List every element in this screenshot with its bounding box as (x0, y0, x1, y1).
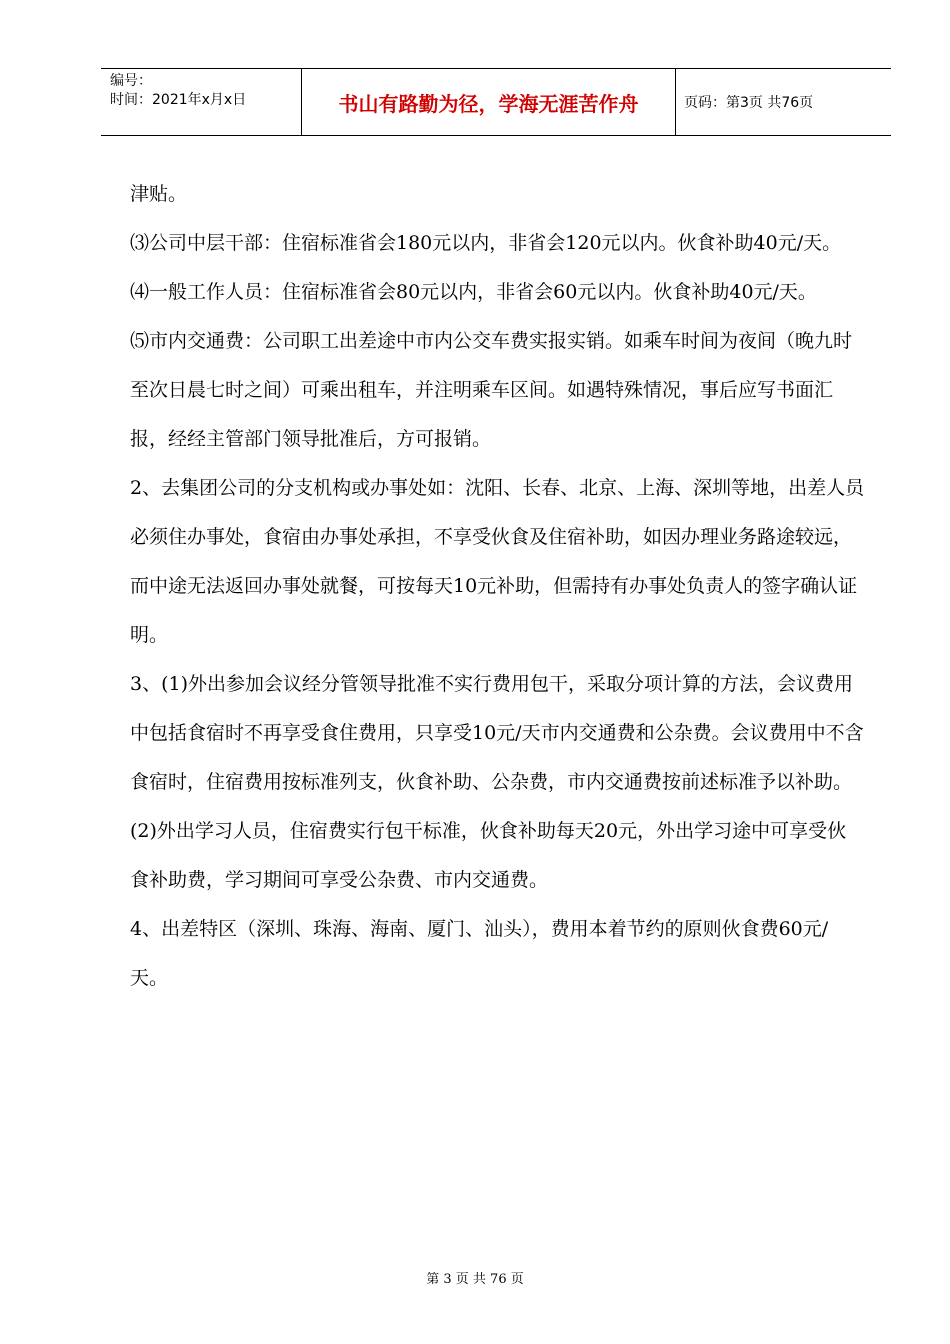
paragraph-8: 4、出差特区（深圳、珠海、海南、厦门、汕头），费用本着节约的原则伙食费60元/天。 (130, 918, 829, 989)
paragraph-2: ⑶公司中层干部：住宿标准省会180元以内，非省会120元以内。伙食补助40元/天。 (130, 232, 842, 254)
paragraph-1: 津贴。 (130, 183, 188, 205)
paragraph-4: ⑸市内交通费：公司职工出差途中市内公交车费实报实销。如乘车时间为夜间（晚九时至次日晨七时之间）可乘出租车，并注明乘车区间。如遇特殊情况，事后应写书面汇报，经经主管部门领导批准后，方可报销。 (130, 330, 853, 450)
document-header (101, 68, 891, 136)
paragraph-5: 2、去集团公司的分支机构或办事处如：沈阳、长春、北京、上海、深圳等地，出差人员必须住办事处，食宿由办事处承担，不享受伙食及住宿补助，如因办理业务路途较远，而中途无法返回办事处就餐，可按每天10元补助，但需持有办事处负责人的签字确认证明。 (130, 477, 865, 646)
document-time-label: 时间：2021年x月x日 (110, 92, 247, 108)
header-page-info: 页码：第3页 共76页 (684, 95, 814, 111)
document-body (130, 170, 865, 1003)
paragraph-6: 3、(1)外出参加会议经分管领导批准不实行费用包干，采取分项计算的方法，会议费用中包括食宿时不再享受食住费用，只享受10元/天市内交通费和公杂费。会议费用中不含食宿时，住宿费用按标准列支，伙食补助、公杂费，市内交通费按前述标准予以补助。 (130, 673, 864, 793)
document-number-label: 编号： (110, 73, 152, 89)
header-meta (101, 69, 301, 135)
paragraph-3: ⑷一般工作人员：住宿标准省会80元以内，非省会60元以内。伙食补助40元/天。 (130, 281, 817, 303)
page-footer: 第 3 页 共 76 页 (426, 1272, 524, 1287)
header-motto: 书山有路勤为径，学海无涯苦作舟 (301, 69, 676, 135)
paragraph-7: (2)外出学习人员，住宿费实行包干标准，伙食补助每天20元，外出学习途中可享受伙食补助费，学习期间可享受公杂费、市内交通费。 (130, 820, 847, 891)
